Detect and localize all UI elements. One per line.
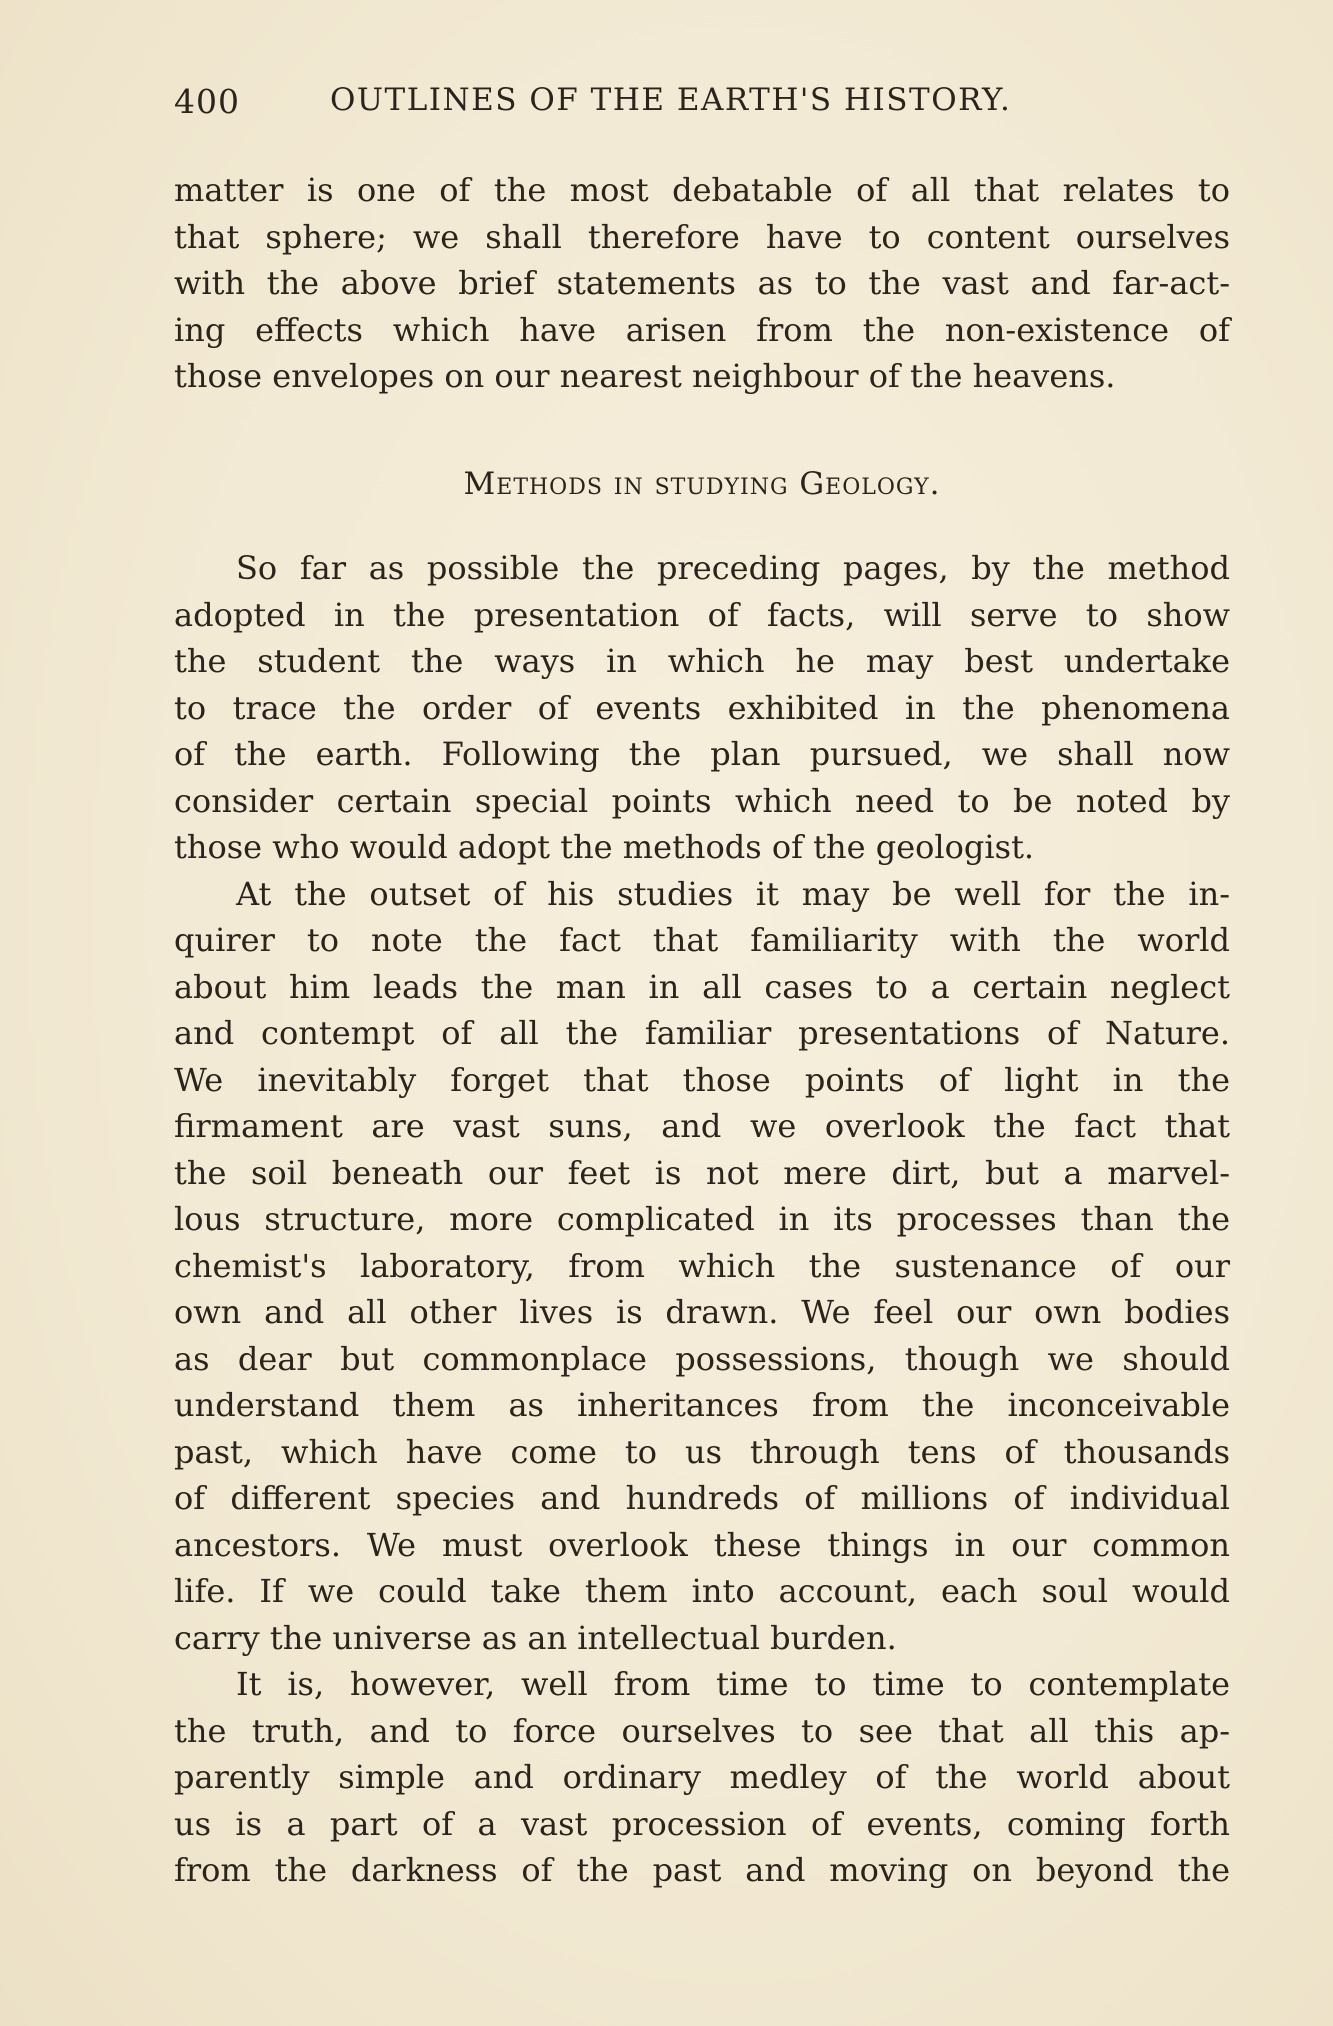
page-number: 400 — [174, 82, 240, 121]
continuation-paragraph — [174, 167, 1230, 400]
section-heading-text: Methods in studying Geology. — [463, 466, 941, 502]
text-line: the student the ways in which he may best undertake — [174, 642, 1230, 680]
section-heading — [174, 466, 1230, 502]
paragraph-1 — [174, 545, 1230, 1894]
text-line: ing effects which have arisen from the non-existence of — [174, 310, 1230, 349]
text-line: past, which have come to us through tens of thousands — [174, 1432, 1230, 1471]
text-line: that sphere; we shall therefore have to content ourselves — [174, 217, 1230, 256]
text-line: matter is one of the most debatable of all that relates to — [174, 171, 1230, 209]
text-line: of the earth. Following the plan pursued, we shall now — [174, 735, 1230, 773]
text-line: lous structure, more complicated in its processes than the — [174, 1200, 1230, 1238]
text-line: chemist's laboratory, from which the sustenance of our — [174, 1246, 1230, 1285]
text-line: those who would adopt the methods of the geologist. — [174, 828, 1035, 866]
text-line: So far as possible the preceding pages, by the method — [236, 549, 1230, 587]
text-line: with the above brief statements as to the vast and far-act- — [174, 264, 1230, 302]
text-line: to trace the order of events exhibited in the phenomena — [174, 688, 1230, 727]
text-line: consider certain special points which need to be noted by — [174, 781, 1230, 820]
running-title: OUTLINES OF THE EARTH'S HISTORY. — [330, 82, 1012, 118]
text-line: ancestors. We must overlook these things in our common — [174, 1525, 1230, 1564]
text-line: At the outset of his studies it may be well for the in- — [236, 874, 1230, 913]
text-line: quirer to note the fact that familiarity with the world — [174, 921, 1230, 959]
text-line: adopted in the presentation of facts, will serve to show — [174, 595, 1230, 634]
text-line: understand them as inheritances from the inconceivable — [174, 1386, 1230, 1424]
running-header — [174, 82, 1230, 132]
text-line: It is, however, well from time to time to contemplate — [236, 1665, 1230, 1703]
text-line: carry the universe as an intellectual burden. — [174, 1618, 897, 1657]
text-line: own and all other lives is drawn. We feel our own bodies — [174, 1293, 1230, 1331]
text-line: firmament are vast suns, and we overlook the fact that — [174, 1107, 1230, 1145]
text-line: of different species and hundreds of millions of individual — [174, 1479, 1230, 1517]
text-line: as dear but commonplace possessions, though we should — [174, 1339, 1230, 1378]
text-line: the truth, and to force ourselves to see that all this ap- — [174, 1711, 1230, 1750]
text-line: life. If we could take them into account, each soul would — [174, 1572, 1230, 1610]
text-line: We inevitably forget that those points of light in the — [174, 1060, 1230, 1099]
text-line: us is a part of a vast procession of events, coming forth — [174, 1804, 1230, 1843]
text-line: parently simple and ordinary medley of the world about — [174, 1758, 1230, 1796]
text-line: and contempt of all the familiar presentations of Nature. — [174, 1014, 1230, 1052]
text-line: those envelopes on our nearest neighbour of the heavens. — [174, 357, 1116, 395]
text-line: about him leads the man in all cases to a certain neglect — [174, 967, 1230, 1006]
text-line: the soil beneath our feet is not mere dirt, but a marvel- — [174, 1153, 1230, 1192]
text-line: from the darkness of the past and moving on beyond the — [174, 1851, 1230, 1889]
